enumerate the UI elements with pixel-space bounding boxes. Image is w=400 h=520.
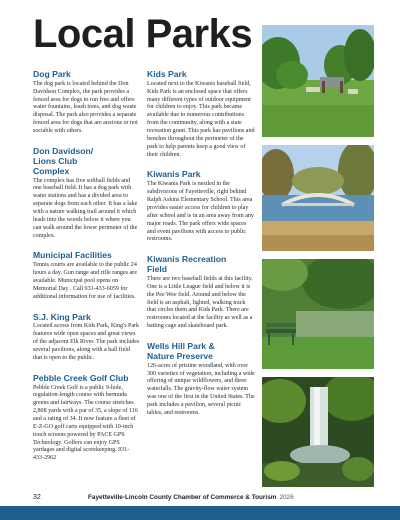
section-body: Located next to the Kiwanis baseball field, Kids Park is an enclosed space that offers many different types of outdoor equipment for children to enjoy. This park became available due to numerous contributions from the community, along with a state recreation grant. This park has pavilions and benches throughout the perimeter of the park to help parents keep a good view of their children. [147, 80, 255, 158]
section-body: The dog park is located behind the Don Davidson Complex, the park provides a fenced area for dogs to run free and offers water fountains, leash trees, and dog waste disposal. The park also provides a separate fenced area for dogs that are anxious or not sociable with others. [33, 80, 138, 135]
page-title: Local Parks [33, 12, 253, 56]
section-body: The Kiwanis Park is nestled in the subdivisions of Fayetteville, right behind Ralph Askins Elementary School. This area provides easier access for children to play after school and is in an area away from any major roads. The park offers wide spaces and event pavilions with access to public restrooms. [147, 181, 254, 243]
photo-sj-king-park [262, 259, 374, 369]
section-body: 126-acres of pristine woodland, with over 300 varieties of vegetation, including a wide offering of unique wildflowers, and three waterfalls. The gravity-flow water system was one of the first in the United States. The park includes a pavilion, several picnic tables, and restrooms. [147, 362, 255, 416]
section-dog-park [33, 70, 140, 136]
section-kids-park [147, 70, 255, 159]
page-number: 32 [33, 494, 41, 501]
section-kiwanis-rec [147, 255, 255, 331]
section-body: There are two baseball fields at this facility. One is a Little League field and below it is the Pee Wee field. Around and below the field is an asphalt, lighted, walking track that circles them and Kids Park. There are restrooms located at the facility as well as a batting cage and skateboard park. [147, 275, 253, 330]
section-pebble-creek [33, 374, 140, 463]
section-heading: Dog Park [33, 69, 71, 79]
middle-column [147, 70, 255, 429]
photo-kiwanis-park [262, 145, 374, 251]
section-heading: S.J. King Park [33, 311, 91, 322]
photo-wells-hill [262, 377, 374, 487]
section-heading: Kids Park [147, 69, 187, 79]
footer-text [88, 494, 294, 501]
section-don-davidson [33, 147, 140, 241]
photo-kids-park [262, 25, 374, 137]
left-column [33, 70, 140, 474]
section-heading: Kiwanis Recreation Field [147, 254, 227, 275]
section-heading: Municipal Facilities [33, 250, 112, 261]
section-body: Pebble Creek Golf is a public 9-hole, regulation-length course with bermuda greens and fairways. The course stretches 2,808 yards with a par of 35, a slope of 116 and a rating of 34. It now feature a fleet of E-Z-GO golf carts equipped with 10-inch touch screens powered by PACE GPS Technology. Golfers can enjoy GPS yardages and digital scorekeeping. 931-433-2962 [33, 384, 138, 462]
section-municipal [33, 251, 140, 301]
section-wells-hill [147, 342, 255, 418]
footer-year: 2026 [279, 494, 294, 501]
section-sj-king [33, 313, 140, 363]
section-heading: Pebble Creek Golf Club [33, 372, 129, 383]
section-body: Tennis courts are available to the public 24 hours a day. Gun range and rifle ranges are available. Municipal pool opens on Memorial Day . Call 931-433-6059 for additional information for use of facilities. [33, 262, 137, 300]
section-body: Located across from Kids Park, King's Park features wide open spaces and great views of the adjacent Elk River. The park includes several pavilions, along with a ball field that is open to the public. [33, 323, 140, 361]
section-kiwanis-park [147, 170, 255, 244]
section-heading: Wells Hill Park & Nature Preserve [147, 340, 215, 361]
section-heading: Kiwanis Park [147, 169, 201, 180]
section-heading: Don Davidson/ Lions Club Complex [33, 145, 94, 176]
bottom-bar [0, 506, 400, 520]
footer-org: Fayetteville-Lincoln County Chamber of Commerce & Tourism [88, 494, 277, 501]
section-body: The complex has five softball fields and one baseball field. It has a dog park with water stations and has a divided area to separate dogs from each other. It has a lake with a nature walking trail around it which leads into the woods below it where you can walk around the lower perimeter of the complex. [33, 177, 138, 239]
